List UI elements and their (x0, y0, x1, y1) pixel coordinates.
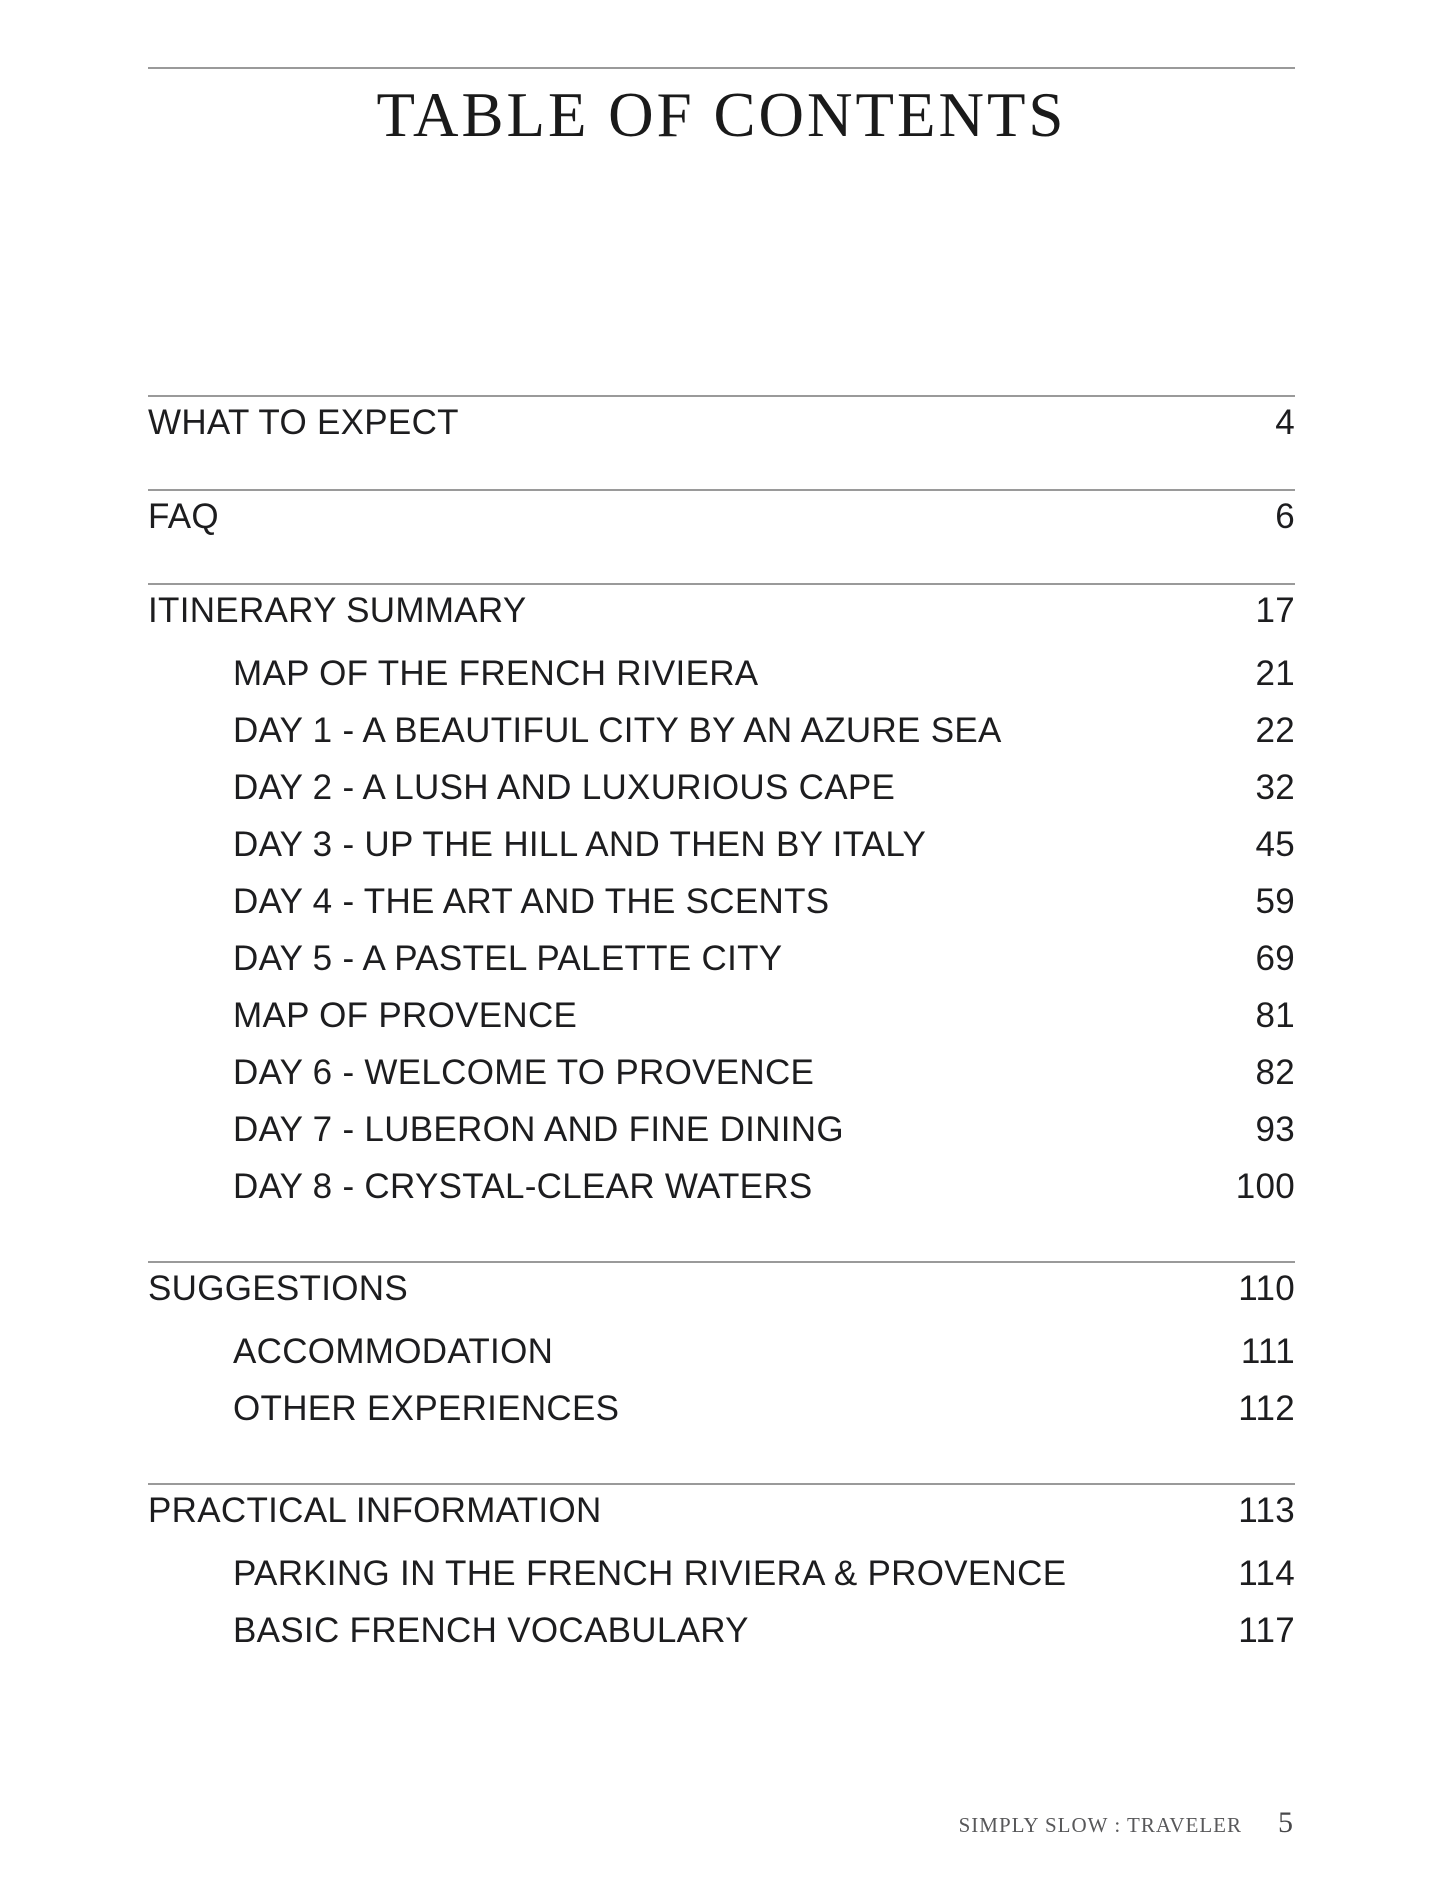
toc-subentry-page: 32 (1255, 767, 1295, 807)
toc-subentry[interactable] (233, 873, 1295, 930)
toc-subentry[interactable] (233, 987, 1295, 1044)
toc-entry-label: PRACTICAL INFORMATION (148, 1491, 602, 1530)
toc-subentry-label: DAY 1 - A BEAUTIFUL CITY BY AN AZURE SEA (233, 710, 1002, 750)
footer-brand: SIMPLY SLOW : TRAVELER (958, 1813, 1242, 1837)
toc-subentry-label: DAY 3 - UP THE HILL AND THEN BY ITALY (233, 824, 927, 864)
toc-subentry-page: 82 (1255, 1052, 1295, 1092)
toc-subentry[interactable] (233, 759, 1295, 816)
toc-subentry-label: DAY 4 - THE ART AND THE SCENTS (233, 881, 830, 921)
top-rule (148, 67, 1295, 69)
toc-entry-page: 113 (1238, 1491, 1295, 1530)
toc-subentry-page: 59 (1255, 881, 1295, 921)
toc-subentry-label: BASIC FRENCH VOCABULARY (233, 1610, 749, 1650)
toc-entry[interactable] (148, 497, 1295, 537)
toc-subentry[interactable] (233, 816, 1295, 873)
toc-entry-page: 4 (1275, 403, 1295, 442)
toc-subentry[interactable] (233, 702, 1295, 759)
toc-subentry[interactable] (233, 1158, 1295, 1215)
section-rule (148, 1483, 1295, 1485)
toc-subentry-page: 45 (1255, 824, 1295, 864)
toc-subentry-page: 22 (1255, 710, 1295, 750)
toc-subentry[interactable] (233, 645, 1295, 702)
toc-subentry-page: 21 (1255, 653, 1295, 693)
toc-subentry[interactable] (233, 1044, 1295, 1101)
footer-page-number: 5 (1278, 1806, 1293, 1839)
toc-subentry[interactable] (233, 1101, 1295, 1158)
toc-subentry-label: MAP OF THE FRENCH RIVIERA (233, 653, 759, 693)
toc-section (148, 1483, 1295, 1659)
toc-subentry-label: PARKING IN THE FRENCH RIVIERA & PROVENCE (233, 1553, 1067, 1593)
toc-subentry-page: 114 (1238, 1553, 1295, 1593)
toc-subentry-page: 111 (1240, 1331, 1295, 1371)
page-title: TABLE OF CONTENTS (376, 80, 1067, 150)
toc-subentry-label: DAY 2 - A LUSH AND LUXURIOUS CAPE (233, 767, 896, 807)
section-rule (148, 583, 1295, 585)
toc-entry-label: SUGGESTIONS (148, 1269, 409, 1308)
toc-subentries (148, 1545, 1295, 1659)
toc-entry[interactable] (148, 403, 1295, 443)
toc-entry[interactable] (148, 591, 1295, 631)
toc-subentry-label: DAY 8 - CRYSTAL-CLEAR WATERS (233, 1166, 813, 1206)
toc-subentry-page: 100 (1235, 1166, 1295, 1206)
footer (959, 1806, 1293, 1840)
toc-entry-page: 110 (1238, 1269, 1295, 1308)
section-rule (148, 1261, 1295, 1263)
toc-subentry[interactable] (233, 1380, 1295, 1437)
toc-list (148, 395, 1295, 1659)
section-rule (148, 489, 1295, 491)
toc-entry-page: 6 (1275, 497, 1295, 536)
toc-subentry[interactable] (233, 1323, 1295, 1380)
toc-subentry-page: 81 (1255, 995, 1295, 1035)
toc-subentry-page: 117 (1238, 1610, 1295, 1650)
toc-entry-label: ITINERARY SUMMARY (148, 591, 527, 630)
toc-subentry-label: MAP OF PROVENCE (233, 995, 578, 1035)
toc-subentry-page: 93 (1255, 1109, 1295, 1149)
toc-entry-label: WHAT TO EXPECT (148, 403, 459, 442)
toc-section (148, 489, 1295, 537)
toc-entry-label: FAQ (148, 497, 219, 536)
toc-entry[interactable] (148, 1491, 1295, 1531)
toc-subentry-label: OTHER EXPERIENCES (233, 1388, 620, 1428)
toc-section (148, 395, 1295, 443)
toc-subentry-label: ACCOMMODATION (233, 1331, 554, 1371)
toc-subentry-label: DAY 6 - WELCOME TO PROVENCE (233, 1052, 815, 1092)
toc-subentry-label: DAY 5 - A PASTEL PALETTE CITY (233, 938, 783, 978)
toc-subentries (148, 645, 1295, 1215)
toc-subentry-label: DAY 7 - LUBERON AND FINE DINING (233, 1109, 844, 1149)
toc-section (148, 1261, 1295, 1437)
toc-entry[interactable] (148, 1269, 1295, 1309)
toc-subentries (148, 1323, 1295, 1437)
section-rule (148, 395, 1295, 397)
toc-subentry[interactable] (233, 1545, 1295, 1602)
toc-subentry[interactable] (233, 930, 1295, 987)
toc-entry-page: 17 (1255, 591, 1295, 630)
toc-section (148, 583, 1295, 1215)
toc-content (148, 67, 1295, 1659)
toc-subentry[interactable] (233, 1602, 1295, 1659)
toc-subentry-page: 112 (1238, 1388, 1295, 1428)
toc-subentry-page: 69 (1255, 938, 1295, 978)
